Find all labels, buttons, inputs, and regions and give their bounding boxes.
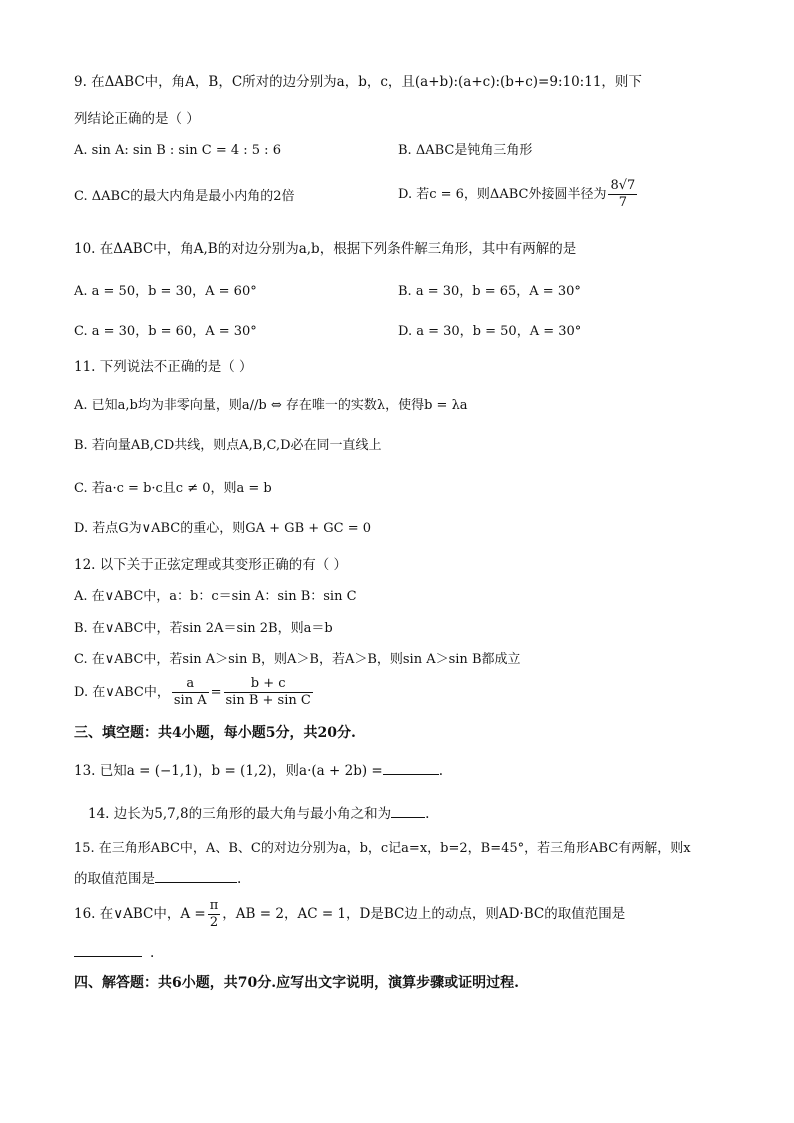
q16-end: . [150,945,155,961]
q16-prefix: 16. 在∨ABC中，A = [74,906,206,922]
q9-option-d-fraction [608,178,637,211]
q9-option-a: A. sin A: sin B : sin C = 4 : 5 : 6 [74,143,281,158]
q15-text: 的取值范围是 [74,871,155,887]
q16 [74,898,625,931]
q12-option-b: B. 在∨ABC中，若sin 2A＝sin 2B，则a＝b [74,621,333,636]
q12-option-d [74,676,315,709]
q13-answer-blank[interactable] [383,760,439,775]
q9-option-d [398,178,639,211]
q13 [74,760,443,780]
q16-fraction-denominator: 2 [209,915,219,930]
q15-line1: 15. 在三角形ABC中，A、B、C的对边分别为a，b，c记a=x，b=2，B=45°，若三角形ABC有两解，则x [74,841,691,856]
q10-option-b: B. a = 30，b = 65，A = 30° [398,284,581,299]
q15-end: . [237,871,242,887]
q12-option-c: C. 在∨ABC中，若sin A＞sin B，则A＞B，若A＞B，则sin A＞sin B都成立 [74,652,521,667]
q14-answer-blank[interactable] [391,803,425,818]
q10-stem: 10. 在ΔABC中，角A,B的对边分别为a,b，根据下列条件解三角形，其中有两解的是 [74,241,577,257]
q12-option-d-denominator-right: sin B + sin C [225,693,311,708]
q9-stem-line1: 9. 在ΔABC中，角A，B，C所对的边分别为a，b，c，且(a+b):(a+c):(b+c)=9:10:11，则下 [74,74,642,90]
section-3-heading: 三、填空题：共4小题，每小题5分，共20分. [74,725,356,741]
q13-end: . [438,763,444,779]
q15-line2 [74,868,241,888]
q14-text: 14. 边长为5,7,8的三角形的最大角与最小角之和为 [88,806,392,822]
q9-option-d-prefix: D. 若c = 6，则ΔABC外接圆半径为 [398,187,607,202]
q10-option-c: C. a = 30，b = 60，A = 30° [74,324,257,339]
q12-option-d-numerator-left: a [172,676,209,693]
q9-option-b: B. ΔABC是钝角三角形 [398,143,533,158]
q12-option-d-numerator-right: b + c [224,676,313,693]
q11-stem: 11. 下列说法不正确的是（ ） [74,359,253,375]
q10-option-d: D. a = 30，b = 50，A = 30° [398,324,582,339]
q14-end: . [425,806,430,822]
q11-option-c: C. 若a·c = b·c且c ≠ 0，则a = b [74,481,272,496]
q12-option-d-fraction-left [172,676,209,709]
q13-text: 13. 已知a = (−1,1)，b = (1,2)，则a·(a + 2b) = [74,763,383,779]
q11-option-a: A. 已知a,b均为非零向量，则a//b ⇔ 存在唯一的实数λ，使得b = λa [74,398,468,413]
q9-stem-line2: 列结论正确的是（ ） [74,111,200,127]
q16-angle-fraction [208,898,221,931]
q11-option-b: B. 若向量AB,CD共线，则点A,B,C,D必在同一直线上 [74,438,382,453]
q16-answer-blank[interactable] [74,942,142,957]
section-4-heading: 四、解答题：共6小题，共70分.应写出文字说明，演算步骤或证明过程. [74,975,519,991]
q9-option-d-denominator: 7 [618,195,627,210]
q16-answer-line [74,942,154,962]
q9-option-c: C. ΔABC的最大内角是最小内角的2倍 [74,189,295,204]
q15-answer-blank[interactable] [155,868,237,883]
q9-option-d-numerator: 8√7 [610,178,636,193]
q11-option-d: D. 若点G为∨ABC的重心，则GA + GB + GC = 0 [74,521,372,536]
q10-option-a: A. a = 50，b = 30，A = 60° [74,284,257,299]
q12-stem: 12. 以下关于正弦定理或其变形正确的有（ ） [74,557,348,573]
q16-fraction-numerator: π [209,898,219,913]
q14 [88,803,429,823]
q16-suffix: ，AB = 2，AC = 1，D是BC边上的动点，则AD·BC的取值范围是 [222,906,626,922]
q12-option-d-prefix: D. 在∨ABC中， [74,685,170,700]
q12-option-a: A. 在∨ABC中，a：b：c＝sin A：sin B：sin C [74,589,357,604]
q12-option-d-denominator-left: sin A [173,693,207,708]
q12-option-d-equals: = [210,685,222,700]
q12-option-d-fraction-right [224,676,313,709]
